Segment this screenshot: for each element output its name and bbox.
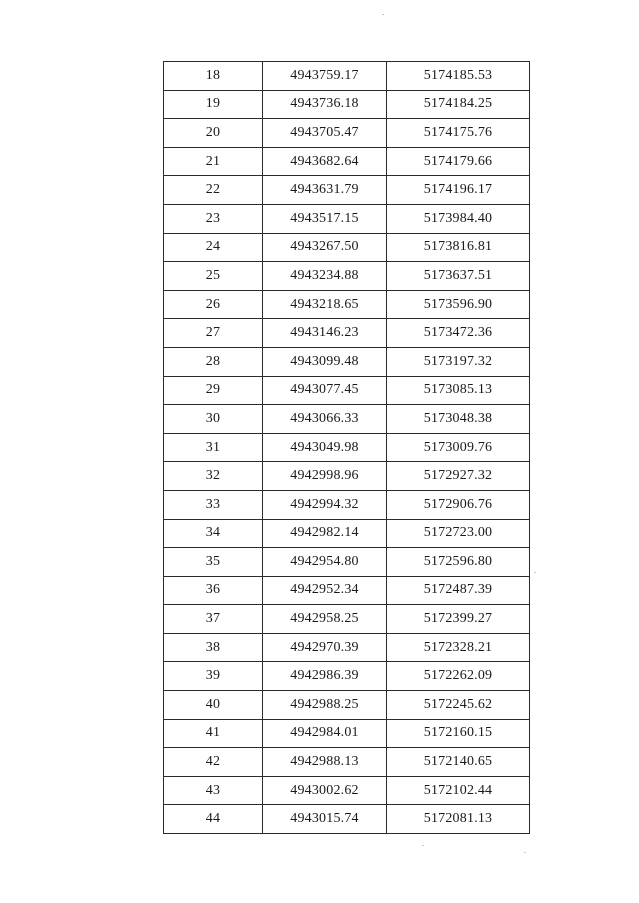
point-number-cell: 38: [164, 633, 263, 662]
point-number-cell: 23: [164, 204, 263, 233]
y-coordinate-cell: 5174185.53: [387, 62, 530, 91]
x-coordinate-cell: 4942994.32: [263, 490, 387, 519]
x-coordinate-cell: 4943066.33: [263, 405, 387, 434]
y-coordinate-cell: 5173984.40: [387, 204, 530, 233]
x-coordinate-cell: 4943705.47: [263, 119, 387, 148]
x-coordinate-cell: 4943002.62: [263, 776, 387, 805]
x-coordinate-cell: 4943759.17: [263, 62, 387, 91]
y-coordinate-cell: 5174175.76: [387, 119, 530, 148]
y-coordinate-cell: 5172906.76: [387, 490, 530, 519]
table-row: [164, 405, 530, 434]
y-coordinate-cell: 5174179.66: [387, 147, 530, 176]
y-coordinate-cell: 5173637.51: [387, 262, 530, 291]
y-coordinate-cell: 5172102.44: [387, 776, 530, 805]
y-coordinate-cell: 5173197.32: [387, 347, 530, 376]
point-number-cell: 29: [164, 376, 263, 405]
x-coordinate-cell: 4943049.98: [263, 433, 387, 462]
point-number-cell: 35: [164, 548, 263, 577]
point-number-cell: 37: [164, 605, 263, 634]
y-coordinate-cell: 5172328.21: [387, 633, 530, 662]
y-coordinate-cell: 5172081.13: [387, 805, 530, 834]
point-number-cell: 25: [164, 262, 263, 291]
coordinate-table-body: [164, 62, 530, 834]
table-row: [164, 147, 530, 176]
x-coordinate-cell: 4942986.39: [263, 662, 387, 691]
table-row: [164, 462, 530, 491]
point-number-cell: 28: [164, 347, 263, 376]
table-row: [164, 176, 530, 205]
table-row: [164, 805, 530, 834]
x-coordinate-cell: 4943015.74: [263, 805, 387, 834]
table-row: [164, 519, 530, 548]
point-number-cell: 19: [164, 90, 263, 119]
table-row: [164, 204, 530, 233]
y-coordinate-cell: 5172723.00: [387, 519, 530, 548]
point-number-cell: 31: [164, 433, 263, 462]
point-number-cell: 41: [164, 719, 263, 748]
y-coordinate-cell: 5172596.80: [387, 548, 530, 577]
y-coordinate-cell: 5173085.13: [387, 376, 530, 405]
x-coordinate-cell: 4942954.80: [263, 548, 387, 577]
x-coordinate-cell: 4943218.65: [263, 290, 387, 319]
table-row: [164, 776, 530, 805]
table-row: [164, 433, 530, 462]
x-coordinate-cell: 4942988.25: [263, 691, 387, 720]
x-coordinate-cell: 4943234.88: [263, 262, 387, 291]
table-row: [164, 605, 530, 634]
point-number-cell: 24: [164, 233, 263, 262]
table-row: [164, 319, 530, 348]
x-coordinate-cell: 4943099.48: [263, 347, 387, 376]
point-number-cell: 33: [164, 490, 263, 519]
table-row: [164, 633, 530, 662]
x-coordinate-cell: 4942970.39: [263, 633, 387, 662]
x-coordinate-cell: 4943631.79: [263, 176, 387, 205]
point-number-cell: 18: [164, 62, 263, 91]
y-coordinate-cell: 5173472.36: [387, 319, 530, 348]
point-number-cell: 43: [164, 776, 263, 805]
x-coordinate-cell: 4943077.45: [263, 376, 387, 405]
x-coordinate-cell: 4943517.15: [263, 204, 387, 233]
point-number-cell: 44: [164, 805, 263, 834]
table-row: [164, 233, 530, 262]
x-coordinate-cell: 4942984.01: [263, 719, 387, 748]
y-coordinate-cell: 5173048.38: [387, 405, 530, 434]
table-row: [164, 347, 530, 376]
table-row: [164, 62, 530, 91]
point-number-cell: 26: [164, 290, 263, 319]
x-coordinate-cell: 4942998.96: [263, 462, 387, 491]
point-number-cell: 40: [164, 691, 263, 720]
x-coordinate-cell: 4942982.14: [263, 519, 387, 548]
table-row: [164, 576, 530, 605]
point-number-cell: 22: [164, 176, 263, 205]
y-coordinate-cell: 5172262.09: [387, 662, 530, 691]
y-coordinate-cell: 5173009.76: [387, 433, 530, 462]
table-row: [164, 490, 530, 519]
y-coordinate-cell: 5174184.25: [387, 90, 530, 119]
x-coordinate-cell: 4943736.18: [263, 90, 387, 119]
table-row: [164, 748, 530, 777]
y-coordinate-cell: 5172245.62: [387, 691, 530, 720]
y-coordinate-cell: 5172160.15: [387, 719, 530, 748]
point-number-cell: 27: [164, 319, 263, 348]
point-number-cell: 30: [164, 405, 263, 434]
x-coordinate-cell: 4942952.34: [263, 576, 387, 605]
table-row: [164, 376, 530, 405]
point-number-cell: 32: [164, 462, 263, 491]
table-row: [164, 90, 530, 119]
table-row: [164, 662, 530, 691]
table-row: [164, 719, 530, 748]
scan-speck: [534, 572, 536, 573]
scan-speck: [524, 852, 526, 853]
x-coordinate-cell: 4943682.64: [263, 147, 387, 176]
table-row: [164, 691, 530, 720]
y-coordinate-cell: 5172927.32: [387, 462, 530, 491]
point-number-cell: 39: [164, 662, 263, 691]
scan-speck: [422, 845, 424, 846]
y-coordinate-cell: 5173816.81: [387, 233, 530, 262]
table-row: [164, 262, 530, 291]
x-coordinate-cell: 4942958.25: [263, 605, 387, 634]
x-coordinate-cell: 4942988.13: [263, 748, 387, 777]
coordinate-table: [163, 61, 530, 834]
y-coordinate-cell: 5172399.27: [387, 605, 530, 634]
x-coordinate-cell: 4943267.50: [263, 233, 387, 262]
point-number-cell: 20: [164, 119, 263, 148]
point-number-cell: 21: [164, 147, 263, 176]
table-row: [164, 548, 530, 577]
point-number-cell: 36: [164, 576, 263, 605]
table-row: [164, 290, 530, 319]
y-coordinate-cell: 5172140.65: [387, 748, 530, 777]
table-row: [164, 119, 530, 148]
y-coordinate-cell: 5172487.39: [387, 576, 530, 605]
point-number-cell: 42: [164, 748, 263, 777]
scan-speck: [382, 14, 384, 15]
point-number-cell: 34: [164, 519, 263, 548]
y-coordinate-cell: 5173596.90: [387, 290, 530, 319]
x-coordinate-cell: 4943146.23: [263, 319, 387, 348]
y-coordinate-cell: 5174196.17: [387, 176, 530, 205]
